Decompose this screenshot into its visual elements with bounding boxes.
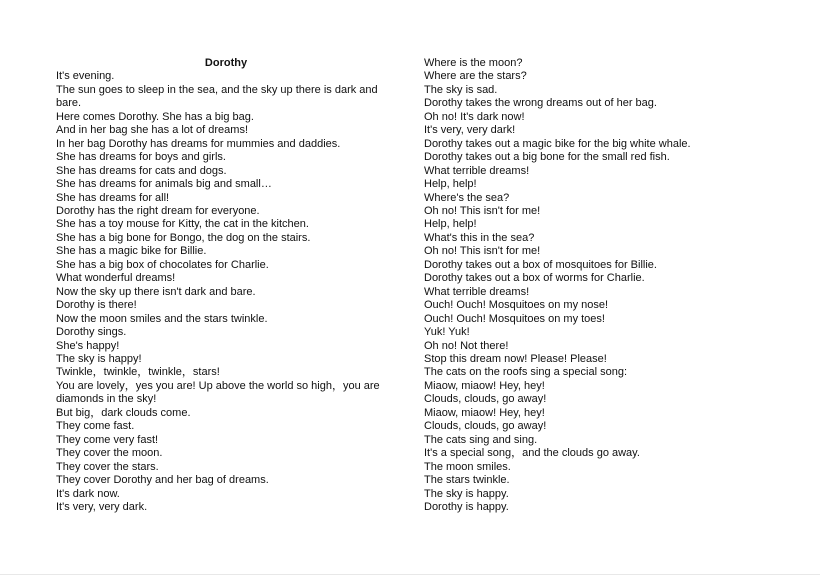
story-line: Where is the moon? <box>424 57 523 69</box>
story-line: Dorothy sings. <box>56 326 127 339</box>
story-line: Oh no! It's dark now! <box>424 110 525 123</box>
story-line: Twinkle，twinkle，twinkle，stars! <box>56 366 220 379</box>
story-line: Yuk! Yuk! <box>424 326 470 339</box>
story-line: She has dreams for cats and dogs. <box>56 164 227 177</box>
story-line: In her bag Dorothy has dreams for mummies and daddies. <box>56 137 341 150</box>
story-line: Ouch! Ouch! Mosquitoes on my nose! <box>424 299 609 312</box>
story-line: Oh no! This isn't for me! <box>424 204 541 217</box>
story-line: What terrible dreams! <box>424 285 530 298</box>
story-line: She has a magic bike for Billie. <box>56 245 207 258</box>
story-line: It's a special song，and the clouds go away. <box>424 447 640 460</box>
story-line: Miaow, miaow! Hey, hey! <box>424 406 545 419</box>
story-line: The stars twinkle. <box>424 474 510 487</box>
story-line: She has dreams for boys and girls. <box>56 151 226 164</box>
story-line: Dorothy takes out a big bone for the small red fish. <box>424 151 670 164</box>
story-line: Dorothy has the right dream for everyone. <box>56 204 260 217</box>
story-line: They come fast. <box>56 420 135 433</box>
story-line: The cats on the roofs sing a special song: <box>424 366 628 379</box>
story-line: What wonderful dreams! <box>56 272 176 285</box>
left-column <box>56 57 396 514</box>
story-line: The cats sing and sing. <box>424 433 538 446</box>
story-line: Now the sky up there isn't dark and bare. <box>56 285 256 298</box>
story-line: And in her bag she has a lot of dreams! <box>56 124 249 137</box>
story-line: Stop this dream now! Please! Please! <box>424 352 607 365</box>
story-line: You are lovely，yes you are! Up above the world so high，you are diamonds in the sky! <box>56 379 380 406</box>
story-line: It's dark now. <box>56 487 120 500</box>
story-line: Dorothy takes the wrong dreams out of her bag. <box>424 97 657 110</box>
right-column <box>424 57 764 514</box>
story-line: Here comes Dorothy. She has a big bag. <box>56 110 254 123</box>
story-line: Now the moon smiles and the stars twinkle. <box>56 312 268 325</box>
story-line: Oh no! Not there! <box>424 339 509 352</box>
story-line: The moon smiles. <box>424 460 511 473</box>
story-line: They come very fast! <box>56 433 159 446</box>
story-line: Oh no! This isn't for me! <box>424 245 541 258</box>
story-line: She has dreams for animals big and small… <box>56 178 272 191</box>
story-line: Dorothy takes out a box of mosquitoes for Billie. <box>424 258 657 271</box>
story-line: She has a big bone for Bongo, the dog on the stairs. <box>56 231 311 244</box>
story-line: Where's the sea? <box>424 191 510 204</box>
story-line: But big，dark clouds come. <box>56 406 191 419</box>
story-line: She's happy! <box>56 339 120 352</box>
story-line: Dorothy is there! <box>56 299 137 312</box>
story-line: She has dreams for all! <box>56 191 170 204</box>
story-line: What's this in the sea? <box>424 231 535 244</box>
story-line: The sky is sad. <box>424 83 498 96</box>
story-line: Help, help! <box>424 178 477 191</box>
story-line: Miaow, miaow! Hey, hey! <box>424 379 545 392</box>
story-line: It's evening. <box>56 70 115 83</box>
story-line: They cover Dorothy and her bag of dreams. <box>56 474 269 487</box>
story-line: They cover the stars. <box>56 460 159 473</box>
story-line: Dorothy takes out a magic bike for the big white whale. <box>424 137 691 150</box>
story-title: Dorothy <box>204 57 248 69</box>
page-bottom-divider <box>0 574 820 575</box>
story-line: Dorothy takes out a box of worms for Charlie. <box>424 272 645 285</box>
story-line: They cover the moon. <box>56 447 163 460</box>
story-line: The sun goes to sleep in the sea, and the sky up there is dark and bare. <box>56 83 378 110</box>
story-line: Clouds, clouds, go away! <box>424 393 547 406</box>
story-line: Ouch! Ouch! Mosquitoes on my toes! <box>424 312 605 325</box>
story-line: She has a toy mouse for Kitty, the cat in the kitchen. <box>56 218 309 231</box>
story-line: Help, help! <box>424 218 477 231</box>
story-line: She has a big box of chocolates for Charlie. <box>56 258 269 271</box>
story-line: The sky is happy. <box>424 487 509 500</box>
story-line: It's very, very dark! <box>424 124 516 137</box>
story-line: Clouds, clouds, go away! <box>424 420 547 433</box>
story-line: Dorothy is happy. <box>424 500 509 513</box>
story-line: Where are the stars? <box>424 70 527 83</box>
story-line: It's very, very dark. <box>56 500 148 513</box>
story-line: What terrible dreams! <box>424 164 530 177</box>
story-line: The sky is happy! <box>56 352 142 365</box>
